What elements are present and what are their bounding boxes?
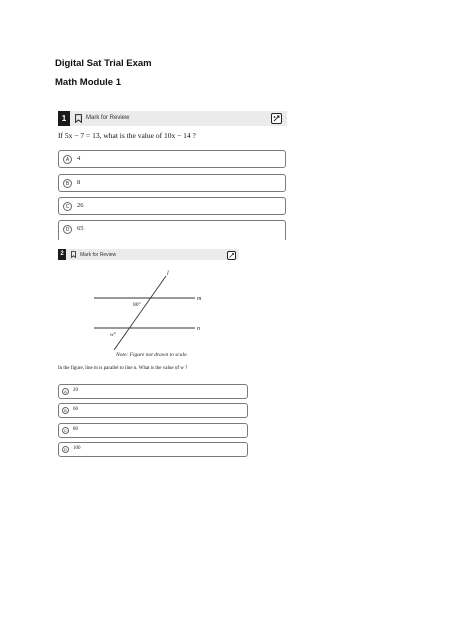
question-2-header bbox=[58, 249, 239, 260]
choice-letter: C bbox=[63, 202, 72, 211]
line-n-label: n bbox=[197, 326, 200, 332]
choice-value: 80 bbox=[73, 427, 78, 432]
angle-w-label: w° bbox=[110, 332, 116, 338]
document-title: Digital Sat Trial Exam bbox=[55, 58, 152, 69]
choice-letter: D bbox=[63, 225, 72, 234]
choice-value: 26 bbox=[77, 202, 84, 209]
answer-choice-b[interactable] bbox=[58, 174, 286, 192]
question-number-badge: 2 bbox=[58, 249, 66, 260]
choice-letter: B bbox=[63, 179, 72, 188]
answer-choice-c[interactable] bbox=[58, 423, 248, 438]
answer-choice-b[interactable] bbox=[58, 403, 248, 418]
question-1-text: If 5x − 7 = 13, what is the value of 10x − 14 ? bbox=[58, 131, 196, 140]
calculator-icon[interactable] bbox=[271, 113, 282, 124]
choice-value: 20 bbox=[73, 388, 78, 393]
choice-letter: A bbox=[62, 388, 69, 395]
answer-choice-a[interactable] bbox=[58, 150, 286, 168]
bookmark-icon[interactable] bbox=[75, 114, 82, 123]
choice-letter: A bbox=[63, 155, 72, 164]
answer-choice-d[interactable] bbox=[58, 442, 248, 457]
answer-choice-c[interactable] bbox=[58, 197, 286, 215]
line-l-label: l bbox=[167, 271, 169, 277]
document-subtitle: Math Module 1 bbox=[55, 77, 121, 88]
answer-choice-d[interactable] bbox=[58, 220, 286, 240]
choice-value: 4 bbox=[77, 155, 81, 162]
choice-value: 65 bbox=[77, 225, 84, 232]
choice-letter: C bbox=[62, 427, 69, 434]
choice-value: 8 bbox=[77, 179, 81, 186]
choice-value: 60 bbox=[73, 407, 78, 412]
bookmark-icon[interactable] bbox=[71, 251, 76, 258]
question-2-text: In the figure, line m is parallel to line n. What is the value of w ? bbox=[58, 366, 188, 371]
question-number-badge: 1 bbox=[58, 111, 70, 126]
parallel-lines-figure bbox=[88, 268, 218, 350]
question-1-header bbox=[58, 111, 287, 126]
mark-for-review-label[interactable]: Mark for Review bbox=[80, 251, 117, 258]
choice-value: 100 bbox=[73, 446, 81, 451]
line-m-label: m bbox=[197, 296, 202, 302]
choice-letter: B bbox=[62, 407, 69, 414]
answer-choice-a[interactable] bbox=[58, 384, 248, 399]
figure-caption: Note: Figure not drawn to scale. bbox=[116, 352, 188, 358]
mark-for-review-label[interactable]: Mark for Review bbox=[86, 115, 130, 121]
choice-letter: D bbox=[62, 446, 69, 453]
angle-80-label: 80° bbox=[133, 302, 141, 308]
transversal-l bbox=[114, 276, 166, 350]
calculator-icon[interactable] bbox=[227, 251, 236, 260]
